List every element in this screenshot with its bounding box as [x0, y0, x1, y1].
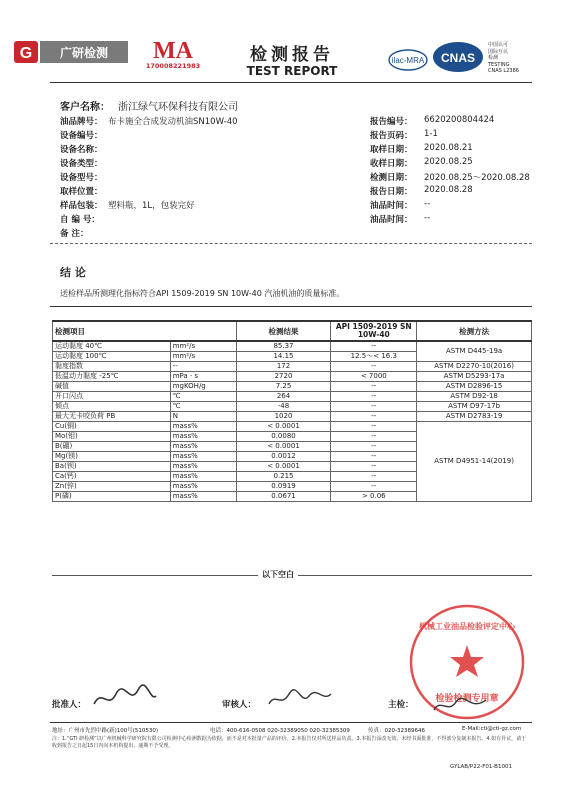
cell-unit: mass%: [170, 462, 236, 472]
cell-unit: mm²/s: [170, 352, 236, 362]
cell-spec: --: [331, 422, 417, 432]
report-date-value: 2020.08.28: [424, 185, 473, 195]
report-page-value: 1-1: [424, 129, 438, 139]
svg-text:G: G: [19, 45, 33, 62]
client-label: 客户名称：: [60, 102, 110, 113]
oil-brand-label: 油品牌号：: [60, 117, 103, 127]
ilac-mra-logo: [388, 48, 428, 72]
cell-spec: 12.5～< 16.3: [331, 352, 417, 362]
table-row: [53, 412, 532, 422]
cell-item: Zn(锌): [53, 482, 171, 492]
cell-item: 倾点: [53, 402, 171, 412]
footer-fax: 传真：020-32389646: [368, 728, 425, 734]
cell-item: 最大无卡咬负荷 PB: [53, 412, 171, 422]
equipment-model-label: 设备型号：: [60, 173, 103, 183]
equipment-no-label: 设备编号：: [60, 131, 103, 141]
cell-item: P(磷): [53, 492, 171, 502]
cell-unit: N: [170, 412, 236, 422]
oil-time-value: --: [424, 199, 431, 209]
cell-unit: mass%: [170, 452, 236, 462]
report-title-en: TEST REPORT: [246, 64, 338, 78]
cell-item: Mg(镁): [53, 452, 171, 462]
conclusion-text: 送检样品所测理化指标符合API 1509-2019 SN 10W-40 汽油机油的质量标准。: [60, 289, 345, 298]
test-date-label: 检测日期：: [370, 173, 413, 183]
cell-spec: --: [331, 462, 417, 472]
lab-logo: [14, 38, 130, 66]
header-rule: [50, 82, 532, 83]
cell-unit: --: [170, 362, 236, 372]
cell-method: ASTM D5293-17a: [417, 372, 532, 382]
ma-logo-text: MA: [153, 38, 193, 64]
cell-result: 0.0919: [236, 482, 331, 492]
cell-spec: > 0.06: [331, 492, 417, 502]
cell-item: Ca(钙): [53, 472, 171, 482]
oil-brand-value: 布卡施全合成发动机油SN10W-40: [108, 117, 238, 127]
footer-address: 地址：广州市先烈中路(新)100号(510530): [52, 728, 159, 734]
cell-spec: --: [331, 412, 417, 422]
cell-method: ASTM D445-19a: [417, 341, 532, 362]
cell-item: B(硼): [53, 442, 171, 452]
table-row: [53, 392, 532, 402]
cell-item: 开口闪点: [53, 392, 171, 402]
footer-email: E-Mail:cti@cti-gz.com: [462, 726, 522, 732]
oil-time-label-2: 油品时间：: [370, 215, 413, 225]
report-page-label: 报告页码：: [370, 131, 413, 141]
cell-spec: --: [331, 341, 417, 352]
oil-time-label: 油品时间：: [370, 201, 413, 211]
client-value: 浙江绿气环保科技有限公司: [118, 102, 238, 113]
cell-unit: mass%: [170, 422, 236, 432]
results-table: [52, 320, 532, 502]
cell-spec: < 7000: [331, 372, 417, 382]
end-note: 以下空白: [258, 569, 298, 580]
cell-result: 0.0012: [236, 452, 331, 462]
tester-label: 主检：: [388, 700, 414, 710]
cell-method-elements: ASTM D4951-14(2019): [417, 422, 532, 502]
table-row: [53, 372, 532, 382]
svg-text:机械工业油品检验评定中心: 机械工业油品检验评定中心: [419, 622, 515, 631]
packaging-label: 样品包装：: [60, 201, 103, 211]
sampling-location-label: 取样位置：: [60, 187, 103, 197]
cell-spec: --: [331, 402, 417, 412]
cell-unit: mass%: [170, 482, 236, 492]
table-row: [53, 422, 532, 432]
cell-unit: mPa · s: [170, 372, 236, 382]
cell-item: Ba(钡): [53, 462, 171, 472]
cell-unit: mgKOH/g: [170, 382, 236, 392]
cell-spec: --: [331, 452, 417, 462]
cell-item: 运动黏度 40℃: [53, 341, 171, 352]
cell-item: 碱值: [53, 382, 171, 392]
cell-result: 0.0671: [236, 492, 331, 502]
approver-signature: [90, 684, 160, 716]
table-row: [53, 402, 532, 412]
sampling-date-label: 取样日期：: [370, 145, 413, 155]
report-date-label: 报告日期：: [370, 187, 413, 197]
table-row: [53, 362, 532, 372]
cell-result: 1020: [236, 412, 331, 422]
cell-item: 黏度指数: [53, 362, 171, 372]
footer-note: 注：1.“GTI 研检测”以广州机械科学研究院有限公司检测中心检测数据为依据，而不是对本批量产品的评价。2.本报告仅对所送样品负责。3.本报告涂改无效，未经书面批准，不得部分复制本报告。4.如有异议，请于收到报告之日起15日内向本机构提出，逾期不予受理。: [52, 736, 527, 749]
report-no-label: 报告编号：: [370, 117, 413, 127]
packaging-value: 塑料瓶，1L，包装完好: [108, 201, 195, 211]
approver-label: 批准人：: [52, 700, 87, 710]
cell-result: 2720: [236, 372, 331, 382]
report-title-cn: 检测报告: [250, 45, 334, 65]
receive-date-value: 2020.08.25: [424, 157, 473, 167]
cell-method: ASTM D97-17b: [417, 402, 532, 412]
cell-method: ASTM D2896-15: [417, 382, 532, 392]
cell-result: < 0.0001: [236, 462, 331, 472]
table-header-row: [53, 321, 532, 341]
info-divider: [50, 243, 532, 244]
cell-item: Mo(钼): [53, 432, 171, 442]
cell-unit: mass%: [170, 492, 236, 502]
test-date-value: 2020.08.25～2020.08.28: [424, 173, 530, 183]
cell-result: 172: [236, 362, 331, 372]
cell-result: < 0.0001: [236, 422, 331, 432]
ma-logo: [144, 36, 202, 70]
cell-result: < 0.0001: [236, 442, 331, 452]
report-no-value: 6620200804424: [424, 115, 495, 125]
footer-tel: 电话：400-616-0508 020-32389050 020-32385309: [210, 728, 350, 734]
table-row: [53, 341, 532, 352]
lab-logo-text: 广研检测: [59, 46, 109, 60]
cell-result: 7.25: [236, 382, 331, 392]
cell-unit: mass%: [170, 442, 236, 452]
cell-spec: --: [331, 362, 417, 372]
cell-spec: --: [331, 442, 417, 452]
cell-result: 85.37: [236, 341, 331, 352]
cell-item: 运动黏度 100℃: [53, 352, 171, 362]
cell-method: ASTM D2783-19: [417, 412, 532, 422]
cell-spec: --: [331, 482, 417, 492]
cell-result: 0.215: [236, 472, 331, 482]
cnas-logo: [432, 40, 484, 74]
cell-unit: ℃: [170, 402, 236, 412]
remarks-label: 备 注：: [60, 229, 89, 239]
cell-spec: --: [331, 382, 417, 392]
cell-unit: mass%: [170, 472, 236, 482]
cell-method: ASTM D2270-10(2016): [417, 362, 532, 372]
cell-spec: --: [331, 472, 417, 482]
cell-result: 14.15: [236, 352, 331, 362]
cell-spec: --: [331, 392, 417, 402]
conclusion-heading: 结 论: [60, 266, 86, 279]
receive-date-label: 收样日期：: [370, 159, 413, 169]
cell-result: -48: [236, 402, 331, 412]
cnas-accreditation-text: 中国认可 国际互认 检测 TESTING CNAS L2386: [488, 42, 519, 74]
equipment-type-label: 设备类型：: [60, 159, 103, 169]
cell-unit: mm²/s: [170, 341, 236, 352]
cell-result: 0.0080: [236, 432, 331, 442]
cnas-logo-text: CNAS: [440, 51, 476, 65]
tester-signature: [430, 694, 490, 722]
table-row: [53, 382, 532, 392]
col-header-spec: API 1509-2019 SN 10W-40: [331, 321, 417, 341]
ma-number: 170008221983: [145, 62, 201, 70]
cell-method: ASTM D92-18: [417, 392, 532, 402]
cell-item: 低温动力黏度 -25℃: [53, 372, 171, 382]
ilac-text: ilac-MRA: [391, 56, 425, 65]
svg-text:检验检测专用章: 检验检测专用章: [435, 694, 499, 704]
cell-unit: ℃: [170, 392, 236, 402]
footer-rule: [50, 722, 532, 723]
col-header-result: 检测结果: [236, 321, 331, 341]
oil-time-value-2: --: [424, 213, 431, 223]
conclusion-rule: [50, 306, 532, 307]
cell-item: Cu(铜): [53, 422, 171, 432]
col-header-method: 检测方法: [417, 321, 532, 341]
sampling-date-value: 2020.08.21: [424, 143, 473, 153]
reviewer-signature: [265, 686, 335, 716]
col-header-item: 检测项目: [53, 321, 237, 341]
footer-form-no: GYLAB/P22-F01-B1001: [450, 764, 512, 770]
equipment-name-label: 设备名称：: [60, 145, 103, 155]
cell-unit: mass%: [170, 432, 236, 442]
cell-spec: --: [331, 432, 417, 442]
reviewer-label: 审核人：: [222, 700, 257, 710]
self-no-label: 自 编 号：: [60, 215, 100, 225]
cell-result: 264: [236, 392, 331, 402]
